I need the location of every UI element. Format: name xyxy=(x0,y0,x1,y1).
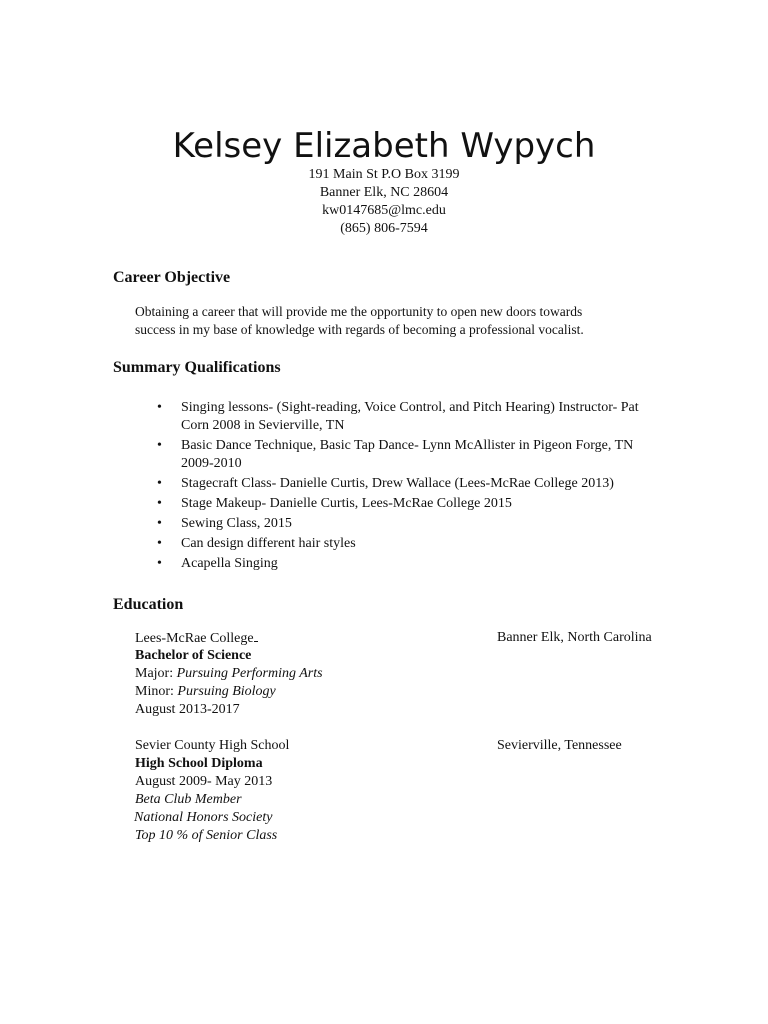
address-line-1: 191 Main St P.O Box 3199 xyxy=(308,167,460,182)
list-item xyxy=(135,555,695,573)
high-school-location: Sevierville, Tennessee xyxy=(497,738,622,753)
career-objective-text xyxy=(135,303,655,339)
list-item-line: Stage Makeup- Danielle Curtis, Lees-McRae College 2015 xyxy=(181,496,512,511)
list-item-line: Acapella Singing xyxy=(181,556,278,571)
qualifications-list xyxy=(135,399,695,575)
list-item xyxy=(135,475,695,493)
college-entry xyxy=(135,629,675,719)
resume-name: Kelsey Elizabeth Wypych xyxy=(172,126,596,166)
college-row xyxy=(135,629,675,647)
career-objective-heading: Career Objective xyxy=(113,269,231,286)
list-item-line: 2009-2010 xyxy=(181,456,242,471)
major-label: Major: xyxy=(135,666,177,681)
minor-label: Minor: xyxy=(135,684,178,699)
career-objective-line-1: Obtaining a career that will provide me the opportunity to open new doors towards xyxy=(135,304,583,319)
high-school-diploma: High School Diploma xyxy=(135,756,263,771)
high-school-dates: August 2009- May 2013 xyxy=(135,774,273,789)
contact-block xyxy=(0,166,768,238)
email-address: kw0147685@lmc.edu xyxy=(322,203,446,218)
college-minor xyxy=(135,683,675,701)
list-item-line: Can design different hair styles xyxy=(181,536,356,551)
bullet-icon: • xyxy=(157,400,162,415)
list-item-line: Stagecraft Class- Danielle Curtis, Drew Wallace (Lees-McRae College 2013) xyxy=(181,476,614,491)
honor-national-honors: National Honors Society xyxy=(134,810,273,825)
list-item-line: Singing lessons- (Sight-reading, Voice Control, and Pitch Hearing) Instructor- Pat xyxy=(181,400,639,415)
list-item xyxy=(135,399,695,435)
college-dates: August 2013-2017 xyxy=(135,702,240,717)
bullet-icon: • xyxy=(157,496,162,511)
list-item xyxy=(135,495,695,513)
career-objective-line-2: success in my base of knowledge with regards of becoming a professional vocalist. xyxy=(135,322,584,337)
education-heading: Education xyxy=(113,596,184,613)
qualifications-heading: Summary Qualifications xyxy=(113,359,281,376)
honor-beta-club: Beta Club Member xyxy=(135,792,242,807)
high-school-name: Sevier County High School xyxy=(135,738,290,753)
underline-mark xyxy=(254,629,258,642)
list-item xyxy=(135,535,695,553)
address-line-2: Banner Elk, NC 28604 xyxy=(319,185,449,200)
bullet-icon: • xyxy=(157,516,162,531)
college-name: Lees-McRae College xyxy=(135,631,254,646)
college-major xyxy=(135,665,675,683)
minor-value: Pursuing Biology xyxy=(177,684,276,699)
major-value: Pursuing Performing Arts xyxy=(176,666,323,681)
bullet-icon: • xyxy=(157,536,162,551)
list-item xyxy=(135,437,695,473)
high-school-row xyxy=(135,737,675,755)
list-item-line: Basic Dance Technique, Basic Tap Dance- Lynn McAllister in Pigeon Forge, TN xyxy=(181,438,634,453)
college-degree: Bachelor of Science xyxy=(135,648,252,663)
high-school-entry xyxy=(135,737,675,845)
honor-top-ten: Top 10 % of Senior Class xyxy=(135,828,278,843)
college-location: Banner Elk, North Carolina xyxy=(497,630,652,645)
list-item xyxy=(135,515,695,533)
list-item-line: Corn 2008 in Sevierville, TN xyxy=(181,418,345,433)
list-item-line: Sewing Class, 2015 xyxy=(181,516,292,531)
bullet-icon: • xyxy=(157,438,162,453)
bullet-icon: • xyxy=(157,476,162,491)
phone-number: (865) 806-7594 xyxy=(340,221,428,236)
bullet-icon: • xyxy=(157,556,162,571)
